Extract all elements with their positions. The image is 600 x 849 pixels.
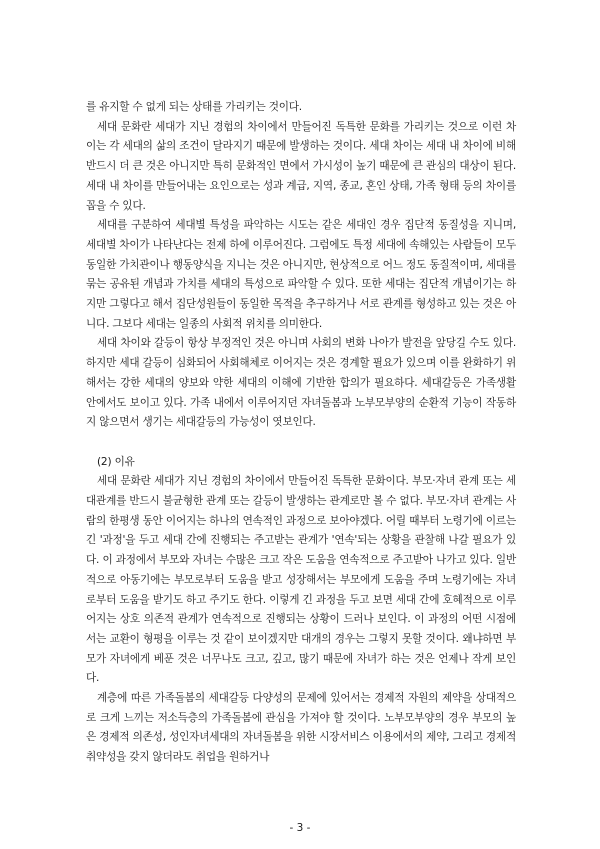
page-number: - 3 - [289,822,311,834]
paragraph-4: 세대 차이와 갈등이 항상 부정적인 것은 아니며 사회의 변화 나아가 발전을 앞당길 수도 있다. 하지만 세대 갈등이 심화되어 사회해체로 이어지는 것은 경계할 필요가 있으며 이를 완화하기 위해서는 강한 세대의 양보와 약한 세대의 이해에 기반한 합의가 필요하다. 세대갈등은 가족생활 안에서도 보이고 있다. 가족 내에서 이루어지던 자녀돌봄과 노부모부양의 순환적 기능이 작동하지 않으면서 생기는 세대갈등의 가능성이 엿보인다. [86,337,516,429]
paragraph-2: 세대 문화란 세대가 지닌 경험의 차이에서 만들어진 독특한 문화를 가리키는 것으로 이런 차이는 각 세대의 삶의 조건이 달라지기 때문에 발생하는 것이다. 세대 차이는 세대 내 차이에 비해 반드시 더 큰 것은 아니지만 특히 문화적인 면에서 가시성이 높기 때문에 큰 관심의 대상이 된다. 세대 내 차이를 만들어내는 요인으로는 성과 계급, 지역, 종교, 혼인 상태, 가족 형태 등의 차이를 꼽을 수 있다. [86,120,516,212]
document-body [86,98,516,768]
paragraph-3: 세대를 구분하여 세대별 특성을 파악하는 시도는 같은 세대인 경우 집단적 동질성을 지니며, 세대별 차이가 나타난다는 전제 하에 이루어진다. 그럼에도 특정 세대에 속해있는 사람들이 모두 동일한 가치관이나 행동양식을 지니는 것은 아니지만, 현상적으로 어느 정도 동질적이며, 세대를 묶는 공유된 개념과 가치를 세대의 특성으로 파악할 수 있다. 또한 세대는 집단적 개념이기는 하지만 그렇다고 해서 집단성원들이 동일한 목적을 추구하거나 서로 관계를 형성하고 있는 것은 아니다. 그보다 세대는 일종의 사회적 위치를 의미한다. [86,219,516,330]
paragraph-6: 계층에 따른 가족돌봄의 세대갈등 다양성의 문제에 있어서는 경제적 자원의 제약을 상대적으로 크게 느끼는 저소득층의 가족돌봄에 관심을 가져야 할 것이다. 노부모부양의 경우 부모의 높은 경제적 의존성, 성인자녀세대의 자녀돌봄을 위한 시장서비스 이용에서의 제약, 그리고 경제적 취약성을 갖지 않더라도 취업을 원하거나 [86,692,516,764]
paragraph-gap [86,433,516,453]
paragraph-5: 세대 문화란 세대가 지닌 경험의 차이에서 만들어진 독특한 문화이다. 부모·자녀 관계 또는 세대관계를 반드시 불균형한 관계 또는 갈등이 발생하는 관계로만 볼 수 없다. 부모·자녀 관계는 사람의 한평생 동안 이어지는 하나의 연속적인 과정으로 보아야겠다. 어릴 때부터 노령기에 이르는 긴 '과정'을 두고 세대 간에 진행되는 주고받는 관계가 '연속'되는 상황을 관찰해 나갈 필요가 있다. 이 과정에서 부모와 자녀는 수많은 크고 작은 도움을 연속적으로 주고받아 나가고 있다. 일반적으로 아동기에는 부모로부터 도움을 받고 성장해서는 부모에게 도움을 주며 노령기에는 자녀로부터 도움을 받기도 하고 주기도 한다. 이렇게 긴 과정을 두고 보면 세대 간에 호혜적으로 이루어지는 상호 의존적 관계가 연속적으로 진행되는 상황이 드러나 보인다. 이 과정의 어떤 시점에서는 교환이 형평을 이루는 것 같이 보이겠지만 대개의 경우는 그렇지 못할 것이다. 왜냐하면 부모가 자녀에게 베푼 것은 너무나도 크고, 깊고, 많기 때문에 자녀가 하는 것은 언제나 작게 보인다. [86,475,516,685]
paragraph-1: 를 유지할 수 없게 되는 상태를 가리키는 것이다. [86,101,302,113]
section-heading: (2) 이유 [97,455,135,468]
